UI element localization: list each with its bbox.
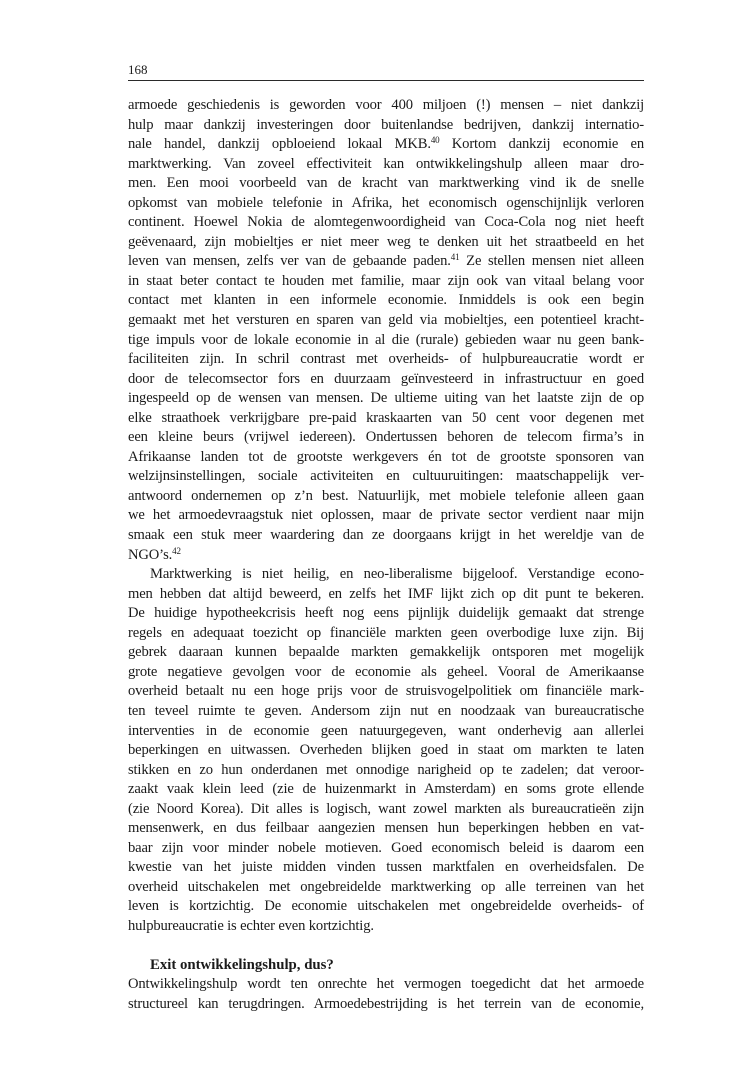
paragraph-1 <box>128 96 644 565</box>
text-line: beperkingen en uitwassen. Overheden blijken goed in staat om markten te laten <box>128 742 644 759</box>
paragraph-3 <box>128 975 644 1014</box>
text-line: marktwerking. Van zoveel effectiviteit kan ontwikkelingshulp alleen maar dro- <box>128 155 644 172</box>
text-line: gemaakt met het versturen en sparen van geld via mobieltjes, een potentieel kracht- <box>128 312 644 329</box>
text-line: antwoord ondernemen op z’n best. Natuurlijk, met mobiele telefonie alleen gaan <box>128 487 644 504</box>
text-line: stikken en zo hun onderdanen met onnodige narigheid op te zadelen; dat veroor- <box>128 761 644 778</box>
text-line <box>128 252 644 272</box>
text-line: baar zijn voor minder nobele motieven. Goed economisch beleid is daarom een <box>128 839 644 856</box>
text-segment: nale handel, dankzij opbloeiend lokaal MKB. <box>128 136 431 153</box>
text-line: kwestie van het juiste midden vinden tussen marktfalen en overheidsfalen. De <box>128 859 644 876</box>
text-line: interventies in de economie geen natuurgegeven, want onderhevig aan allerlei <box>128 722 644 739</box>
text-line: we het armoedevraagstuk niet oplossen, maar de private sector verdient naar mijn <box>128 507 644 524</box>
text-line: grote negatieve gevolgen voor de economie als geheel. Vooral de Amerikaanse <box>128 663 644 680</box>
text-line: hulpbureaucratie is echter even kortzichtig. <box>128 917 374 934</box>
text-line: een kleine beurs (vrijwel iedereen). Ondertussen behoren de telecom firma’s in <box>128 429 644 446</box>
text-line: door de telecomsector fors en duurzaam geïnvesteerd in infrastructuur en goed <box>128 370 644 387</box>
text-line <box>128 135 644 155</box>
text-line: ingespeeld op de wensen van mensen. De ultieme uiting van het laatste zijn de op <box>128 390 644 407</box>
body-text <box>128 96 644 1014</box>
text-segment: leven van mensen, zelfs ver van de gebaande paden. <box>128 253 451 270</box>
page-number: 168 <box>128 62 148 77</box>
text-line: faciliteiten zijn. In schril contrast met overheids- of hulpbureaucratie wordt er <box>128 351 644 368</box>
text-line: Ontwikkelingshulp wordt ten onrechte het vermogen toegedicht dat het armoede <box>128 976 644 993</box>
text-line: overheid uitschakelen met ongebreidelde marktwerking op alle terreinen van het <box>128 878 644 895</box>
text-line: De huidige hypotheekcrisis heeft nog eens pijnlijk duidelijk gemaakt dat strenge <box>128 605 644 622</box>
section-spacer <box>128 937 644 956</box>
footnote-ref: 42 <box>172 545 181 556</box>
text-line: smaak een stuk meer waardering dan ze doorgaans krijgt in het wereldje van de <box>128 527 644 544</box>
footnote-ref: 40 <box>430 135 440 146</box>
text-segment: Kortom dankzij economie en <box>439 136 644 153</box>
header-rule <box>128 80 644 81</box>
text-segment: Ze stellen mensen niet alleen <box>459 253 644 270</box>
text-line: mensenwerk, en dus feilbaar aangezien mensen hun beperkingen hebben en vat- <box>128 820 644 837</box>
text-line: leven is kortzichtig. De economie uitschakelen met ongebreidelde overheids- of <box>128 898 644 915</box>
text-line: in staat beter contact te houden met familie, maar zijn ook van vitaal belang voor <box>128 272 644 289</box>
text-line: Marktwerking is niet heilig, en neo-liberalisme bijgeloof. Verstandige econo- <box>150 566 644 583</box>
text-line: tige impuls voor de lokale economie in al die (rurale) gebieden waar nu geen bank- <box>128 331 644 348</box>
text-line: continent. Hoewel Nokia de alomtegenwoordigheid van Coca-Cola nog niet heeft <box>128 214 644 231</box>
section-heading: Exit ontwikkelingshulp, dus? <box>150 956 334 973</box>
text-line: men hebben dat altijd beweerd, en zelfs het IMF lijkt zich op dit punt te bekeren. <box>128 585 644 602</box>
text-line: hulp maar dankzij investeringen door buitenlandse bedrijven, dankzij internatio- <box>128 116 644 133</box>
paragraph-2 <box>128 565 644 936</box>
text-line: structureel kan terugdringen. Armoedebestrijding is het terrein van de economie, <box>128 995 644 1012</box>
text-line: men. Een mooi voorbeeld van de kracht van marktwerking vind ik de snelle <box>128 175 644 192</box>
footnote-ref: 41 <box>450 252 460 263</box>
text-line: ten teveel ruimte te geven. Andersom zijn nut en noodzaak van bureaucratische <box>128 702 644 719</box>
text-line: geëvenaard, zijn mobieltjes er niet meer weg te denken uit het straatbeeld en het <box>128 233 644 250</box>
text-line: opkomst van mobiele telefonie in Afrika, het economisch ogenschijnlijk verloren <box>128 194 644 211</box>
text-line: contact met klanten in een informele economie. Inmiddels is ook een begin <box>128 292 644 309</box>
text-line: Afrikaanse landen tot de grootste werkgevers én tot de grootste sponsoren van <box>128 448 644 465</box>
text-line: gebrek daaraan kunnen bepaalde markten gemakkelijk ontsporen met mogelijk <box>128 644 644 661</box>
text-line: zaakt vaak klein leed (zie de huizenmarkt in Amsterdam) en soms grote ellende <box>128 781 644 798</box>
text-line: regels en adequaat toezicht op financiële markten geen overbodige luxe zijn. Bij <box>128 624 644 641</box>
text-segment: NGO’s. <box>128 546 173 563</box>
text-line: (zie Noord Korea). Dit alles is logisch, want zowel markten als bureaucratieën zijn <box>128 800 644 817</box>
text-line: overheid betaalt nu een hoge prijs voor de struisvogelpolitiek om financiële mark- <box>128 683 644 700</box>
text-line <box>128 546 644 566</box>
text-line: armoede geschiedenis is geworden voor 400 miljoen (!) mensen – niet dankzij <box>128 97 644 113</box>
text-line: welzijnsinstellingen, sociale activiteiten en cultuuruitingen: maatschappelijk ver- <box>128 468 644 485</box>
text-line: elke straathoek verkrijgbare pre-paid kraskaarten van 50 cent voor degenen met <box>128 409 644 426</box>
